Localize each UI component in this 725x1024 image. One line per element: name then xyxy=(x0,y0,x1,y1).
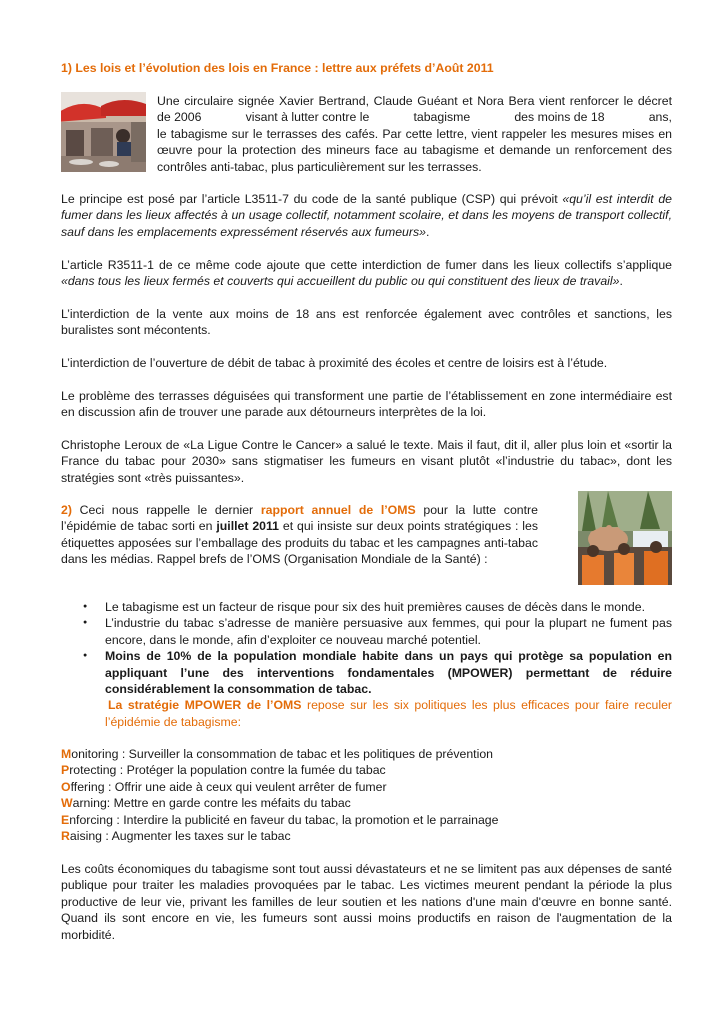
mpower-list xyxy=(61,746,672,844)
mpower-letter: W xyxy=(61,796,73,811)
section2-number: 2) xyxy=(61,503,72,517)
terraces-paragraph: Le problème des terrasses déguisées qui transforment une partie de l’établissement en zone intermédiaire est en discussion afin de trouver une parade aux détourneurs interprètes de la loi. xyxy=(61,389,672,420)
mpower-item xyxy=(61,795,672,811)
mpower-title: La stratégie MPOWER de l’OMS xyxy=(108,698,302,713)
article-l3511-intro: Le principe est posé par l’article L3511-7 du code de la santé publique (CSP) qui prévoit xyxy=(61,192,563,206)
list-item: ● Moins de 10% de la population mondiale habite dans un pays qui protège sa population en appliquant l’une des interventions fondamentales (MPOWER) permettant de réduire considérablement la consommation de tabac. xyxy=(83,648,672,697)
economic-costs-paragraph: Les coûts économiques du tabagisme sont tout aussi dévastateurs et ne se limitent pas aux dépenses de santé publique pour traiter les maladies provoquées par le tabac. Les victimes meurent pendant la période la plus productive de leur vie, privant les familles de leur soutien et les nations d'une main d'œuvre en bonne santé. Quand ils sont encore en vie, les fumeurs sont aussi moins productifs en raison de l'augmentation de la morbidité. xyxy=(61,862,672,942)
mpower-letter: M xyxy=(61,747,72,761)
intro-line: le tabagisme sur le terrasses des cafés. Par cette lettre, vient rappeler les mesures mises en xyxy=(157,126,672,141)
list-item: ● Le tabagisme est un facteur de risque pour six des huit premières causes de décès dans le monde. xyxy=(83,599,672,615)
intro-line: de 2006 visant à lutter contre le tabagisme des moins de 18 ans, xyxy=(157,110,672,125)
section2-text: et qui insiste sur deux points stratégiques : les étiquettes apposées sur l’emballage des produits du tabac et les campagnes anti-tabac dans les médias. Rappel brefs de l’OMS (Organisation Mondiale de la Santé) : xyxy=(61,519,538,567)
mpower-item xyxy=(61,746,672,762)
mpower-text: arning: Mettre en garde contre les méfaits du tabac xyxy=(72,796,351,811)
mpower-letter: O xyxy=(61,779,71,794)
sale-ban-paragraph: L’interdiction de la vente aux moins de 18 ans est renforcée également avec contrôles et sanctions, les buralistes sont mécontents. xyxy=(61,307,672,338)
article-r3511-intro: L’article R3511-1 de ce même code ajoute que cette interdiction de fumer dans les lieux collectifs s’applique xyxy=(61,258,672,272)
article-l3511-end: . xyxy=(425,224,430,239)
mpower-text: ffering : Offrir une aide à ceux qui veulent arrêter de fumer xyxy=(70,779,387,794)
intro-line: œuvre pour la protection des mineurs face au tabagisme et demande un renforcement des xyxy=(157,143,672,158)
mpower-item xyxy=(61,762,672,778)
mpower-text: onitoring : Surveiller la consommation de tabac et les politiques de prévention xyxy=(71,747,494,761)
mpower-description: repose sur les six politiques les plus efficaces pour faire reculer l’épidémie de tabagisme: xyxy=(105,698,673,729)
cafe-terrace-photo xyxy=(61,92,146,172)
mpower-text: nforcing : Interdire la publicité en faveur du tabac, la promotion et le parrainage xyxy=(69,812,499,827)
protest-hand-photo xyxy=(578,491,672,585)
mpower-text: aising : Augmenter les taxes sur le tabac xyxy=(69,829,291,844)
oms-report-link-text: rapport annuel de l’OMS xyxy=(260,503,416,517)
oms-facts-list xyxy=(83,599,672,730)
ligue-cancer-paragraph: Christophe Leroux de «La Ligue Contre le Cancer» a salué le texte. Mais il faut, dit il, aller plus loin et «sortir la France du tabac pour 2030» sans stigmatiser les fumeurs en visant plutôt «l’industrie du tabac», dont les stratégies sont «très puissantes». xyxy=(61,438,672,485)
intro-line: contrôles anti-tabac, plus particulièrement sur les terrasses. xyxy=(157,159,482,174)
report-date: juillet 2011 xyxy=(216,519,280,534)
article-r3511-paragraph xyxy=(61,257,672,290)
article-r3511-quote: «dans tous les lieux fermés et couverts qui accueillent du public ou qui constituent des lieux de travail» xyxy=(61,274,620,289)
article-r3511-end: . xyxy=(619,274,623,289)
mpower-item xyxy=(61,828,672,844)
section2-text: pour la lutte contre l’épidémie de tabac sorti en xyxy=(61,503,538,534)
article-l3511-quote: «qu’il est interdit de fumer dans les lieux affectés à un usage collectif, notamment scolaire, et dans les moyens de transport collectif, sauf dans les emplacements expressément réservés aux fumeurs» xyxy=(61,192,672,239)
intro-paragraph xyxy=(157,93,672,175)
section2-intro xyxy=(61,502,538,568)
list-item: ● L’industrie du tabac s’adresse de manière persuasive aux femmes, qui pour la plupart ne fument pas encore, dans le monde, afin d’exploiter ce nouveau marché potentiel. xyxy=(83,615,672,648)
mpower-item xyxy=(61,779,672,795)
section1-title: 1) Les lois et l’évolution des lois en France : lettre aux préfets d’Août 2011 xyxy=(61,61,494,75)
mpower-text: rotecting : Protéger la population contre la fumée du tabac xyxy=(69,763,386,778)
mpower-letter: P xyxy=(61,763,70,778)
mpower-item xyxy=(61,812,672,828)
mpower-letter: E xyxy=(61,812,70,827)
section2-text: Ceci nous rappelle le dernier xyxy=(71,503,261,517)
article-l3511-paragraph xyxy=(61,191,672,240)
mpower-intro xyxy=(83,697,672,730)
mpower-letter: R xyxy=(61,829,70,844)
shop-ban-paragraph: L’interdiction de l’ouverture de débit de tabac à proximité des écoles et centre de loisirs est à l’étude. xyxy=(61,356,608,370)
intro-line: Une circulaire signée Xavier Bertrand, Claude Guéant et Nora Bera vient renforcer le décret xyxy=(157,94,672,108)
